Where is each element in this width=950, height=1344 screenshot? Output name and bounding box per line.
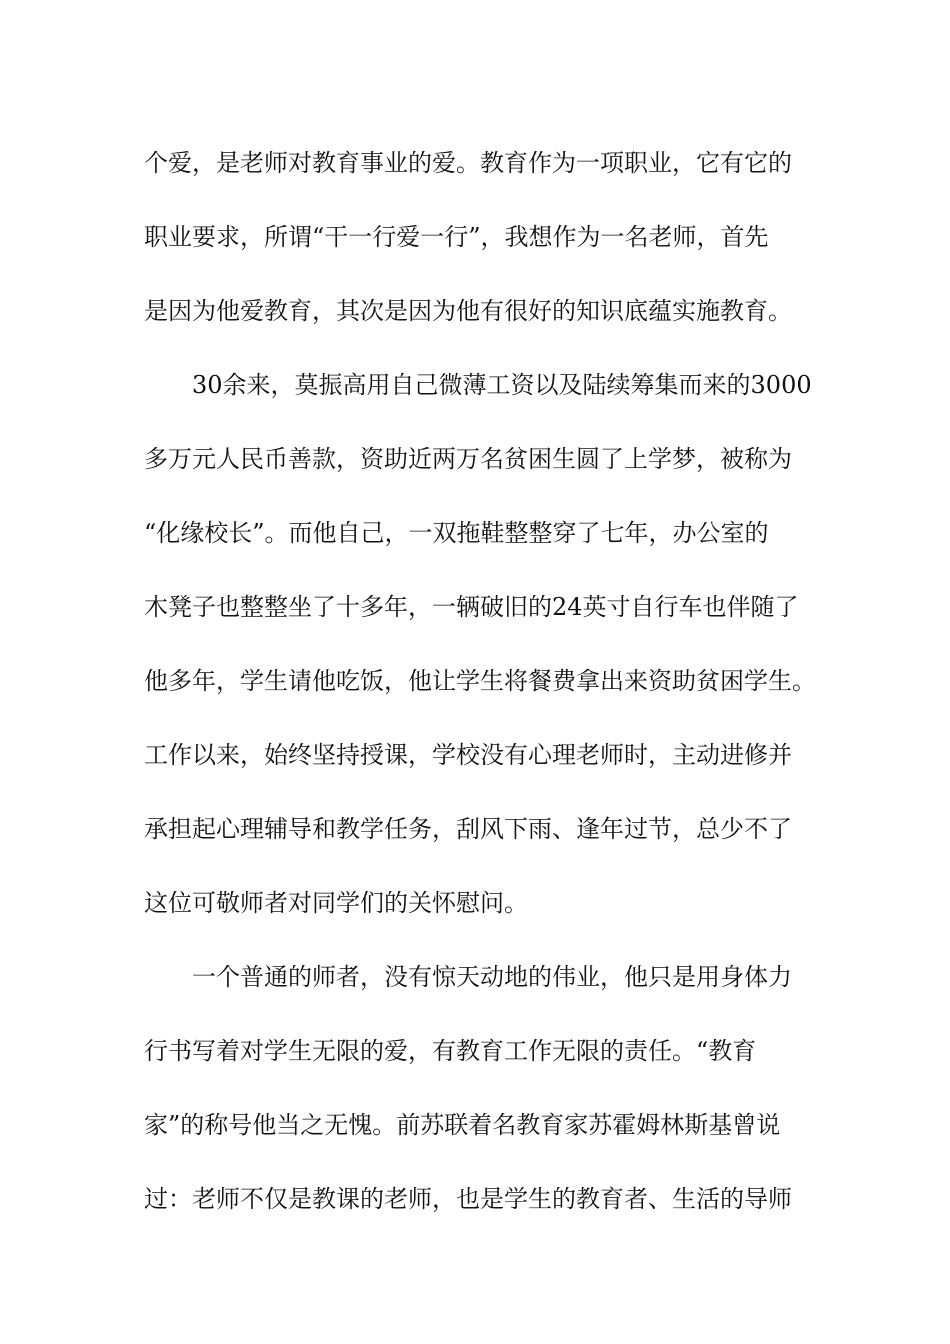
body-text [144,126,814,1236]
text-line: 这位可敬师者对同学们的关怀慰问。 [144,889,528,917]
text-line: 工作以来，始终坚持授课，学校没有心理老师时，主动进修并 [144,741,792,769]
text-line: 个爱，是老师对教育事业的爱。教育作为一项职业，它有它的 [144,149,792,177]
text-line: 是因为他爱教育，其次是因为他有很好的知识底蕴实施教育。 [144,297,792,325]
text-line: 行书写着对学生无限的爱，有教育工作无限的责任。“教育 [144,1037,757,1065]
text-line: 家”的称号他当之无愧。前苏联着名教育家苏霍姆林斯基曾说 [144,1111,781,1139]
text-line: 承担起心理辅导和教学任务，刮风下雨、逢年过节，总少不了 [144,815,792,843]
text-line: 多万元人民币善款，资助近两万名贫困生圆了上学梦，被称为 [144,445,792,473]
text-line: “化缘校长”。而他自己，一双拖鞋整整穿了七年，办公室的 [144,519,769,547]
text-line: 木凳子也整整坐了十多年，一辆破旧的24英寸自行车也伴随了 [144,593,799,621]
paragraph-start-line: 30余来，莫振高用自己微薄工资以及陆续筹集而来的3000 [192,371,812,399]
text-line: 职业要求，所谓“干一行爱一行”，我想作为一名老师，首先 [144,223,769,251]
text-line: 过：老师不仅是教课的老师，也是学生的教育者、生活的导师 [144,1185,792,1213]
paragraph-start-line: 一个普通的师者，没有惊天动地的伟业，他只是用身体力 [192,963,792,991]
text-line: 他多年，学生请他吃饭，他让学生将餐费拿出来资助贫困学生。 [144,667,816,695]
